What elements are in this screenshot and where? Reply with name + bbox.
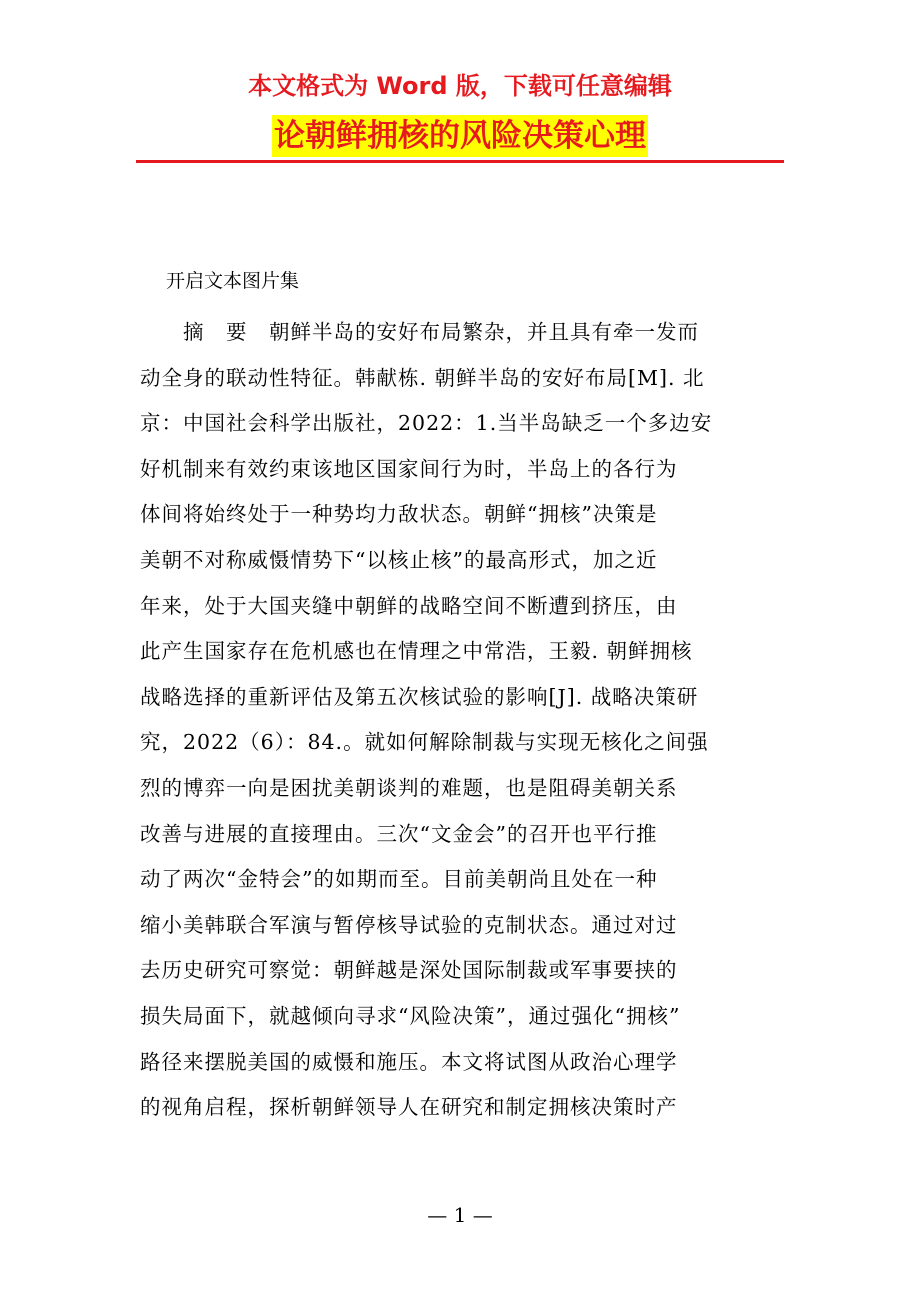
- text-line: 损失局面下，就越倾向寻求“风险决策”，通过强化“拥核”: [140, 1003, 681, 1028]
- text-line: 路径来摆脱美国的威慑和施压。本文将试图从政治心理学: [140, 1049, 678, 1074]
- text-line: 好机制来有效约束该地区国家间行为时，半岛上的各行为: [140, 456, 678, 481]
- page-number: — 1 —: [427, 1203, 493, 1227]
- text-line: 此产生国家存在危机感也在情理之中常浩，王毅. 朝鲜拥核: [140, 639, 693, 664]
- text-line: 战略选择的重新评估及第五次核试验的影响[J]. 战略决策研: [140, 684, 699, 709]
- text-line: 动了两次“金特会”的如期而至。目前美朝尚且处在一种: [140, 867, 658, 892]
- text-line: 美朝不对称威慑情势下“以核止核”的最高形式，加之近: [140, 547, 658, 572]
- format-banner: 本文格式为 Word 版，下载可任意编辑: [248, 72, 672, 100]
- text-line: 京：中国社会科学出版社，2022：1.当半岛缺乏一个多边安: [140, 411, 713, 436]
- text-line: 改善与进展的直接理由。三次“文金会”的召开也平行推: [140, 821, 658, 846]
- text-line: 烈的博弈一向是困扰美朝谈判的难题，也是阻碍美朝关系: [140, 775, 678, 800]
- document-title: 论朝鲜拥核的风险决策心理: [272, 115, 648, 157]
- text-line: 动全身的联动性特征。韩献栋. 朝鲜半岛的安好布局[M]. 北: [140, 365, 705, 390]
- text-line: 摘 要 朝鲜半岛的安好布局繁杂，并且具有牵一发而: [140, 320, 699, 344]
- section-heading: 开启文本图片集: [166, 270, 300, 292]
- body-text: [140, 310, 790, 1131]
- title-divider: [136, 160, 784, 163]
- text-line: 的视角启程，探析朝鲜领导人在研究和制定拥核决策时产: [140, 1095, 678, 1120]
- text-line: 年来，处于大国夹缝中朝鲜的战略空间不断遭到挤压，由: [140, 593, 678, 618]
- text-line: 去历史研究可察觉：朝鲜越是深处国际制裁或军事要挟的: [140, 958, 678, 983]
- text-line: 究，2022（6）：84.。就如何解除制裁与实现无核化之间强: [140, 730, 709, 755]
- text-line: 体间将始终处于一种势均力敌状态。朝鲜“拥核”决策是: [140, 502, 658, 527]
- title-container: [0, 115, 920, 157]
- text-line: 缩小美韩联合军演与暂停核导试验的克制状态。通过对过: [140, 912, 678, 937]
